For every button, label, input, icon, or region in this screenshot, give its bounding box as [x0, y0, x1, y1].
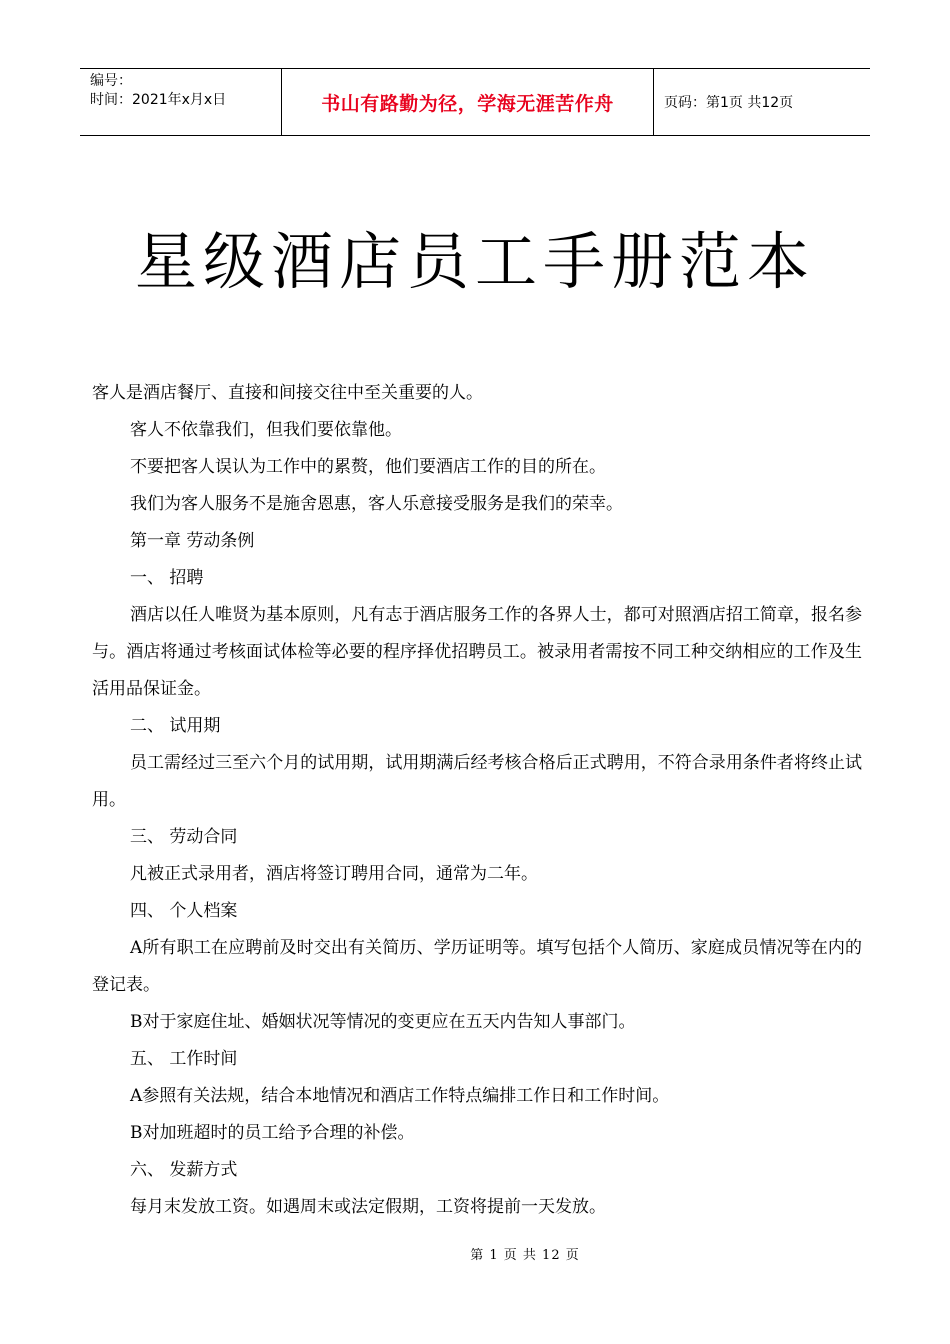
header-table — [80, 68, 870, 136]
section-heading: 五、 工作时间 — [130, 1049, 238, 1069]
section-heading: 四、 个人档案 — [130, 901, 238, 921]
time-label: 时间：2021年x月x日 — [90, 92, 227, 108]
paragraph: 客人是酒店餐厅、直接和间接交往中至关重要的人。 — [92, 383, 483, 403]
document-body — [92, 375, 862, 1226]
section-heading: 六、 发薪方式 — [130, 1160, 238, 1180]
paragraph: 不要把客人误认为工作中的累赘，他们要酒店工作的目的所在。 — [130, 457, 606, 477]
page-footer: 第 1 页 共 12 页 — [470, 1248, 580, 1263]
paragraph: A参照有关法规，结合本地情况和酒店工作特点编排工作日和工作时间。 — [130, 1086, 670, 1106]
document-title: 星级酒店员工手册范本 — [134, 225, 815, 298]
paragraph: 凡被正式录用者，酒店将签订聘用合同，通常为二年。 — [130, 864, 538, 884]
paragraph: 酒店以任人唯贤为基本原则，凡有志于酒店服务工作的各界人士，都可对照酒店招工简章，报名参与。酒店将通过考核面试体检等必要的程序择优招聘员工。被录用者需按不同工种交纳相应的工作及生活用品保证金。 — [92, 605, 862, 699]
paragraph: 每月末发放工资。如遇周末或法定假期，工资将提前一天发放。 — [130, 1197, 606, 1217]
header-page-cell — [654, 69, 870, 135]
motto-text: 书山有路勤为径，学海无涯苦作舟 — [321, 92, 614, 115]
section-heading: 二、 试用期 — [130, 716, 221, 736]
header-motto-cell — [282, 69, 654, 135]
paragraph: 客人不依靠我们，但我们要依靠他。 — [130, 420, 402, 440]
paragraph: B对于家庭住址、婚姻状况等情况的变更应在五天内告知人事部门。 — [130, 1012, 636, 1032]
paragraph: 我们为客人服务不是施舍恩惠，客人乐意接受服务是我们的荣幸。 — [130, 494, 623, 514]
paragraph: 员工需经过三至六个月的试用期，试用期满后经考核合格后正式聘用，不符合录用条件者将终止试用。 — [92, 753, 862, 810]
paragraph: A所有职工在应聘前及时交出有关简历、学历证明等。填写包括个人简历、家庭成员情况等在内的登记表。 — [92, 938, 862, 995]
header-meta-cell — [80, 69, 282, 135]
section-heading: 一、 招聘 — [130, 568, 204, 588]
section-heading: 三、 劳动合同 — [130, 827, 238, 847]
code-label: 编号： — [90, 73, 132, 89]
paragraph: B对加班超时的员工给予合理的补偿。 — [130, 1123, 415, 1143]
page-info: 页码：第1页 共12页 — [664, 95, 794, 111]
chapter-heading: 第一章 劳动条例 — [130, 531, 255, 551]
